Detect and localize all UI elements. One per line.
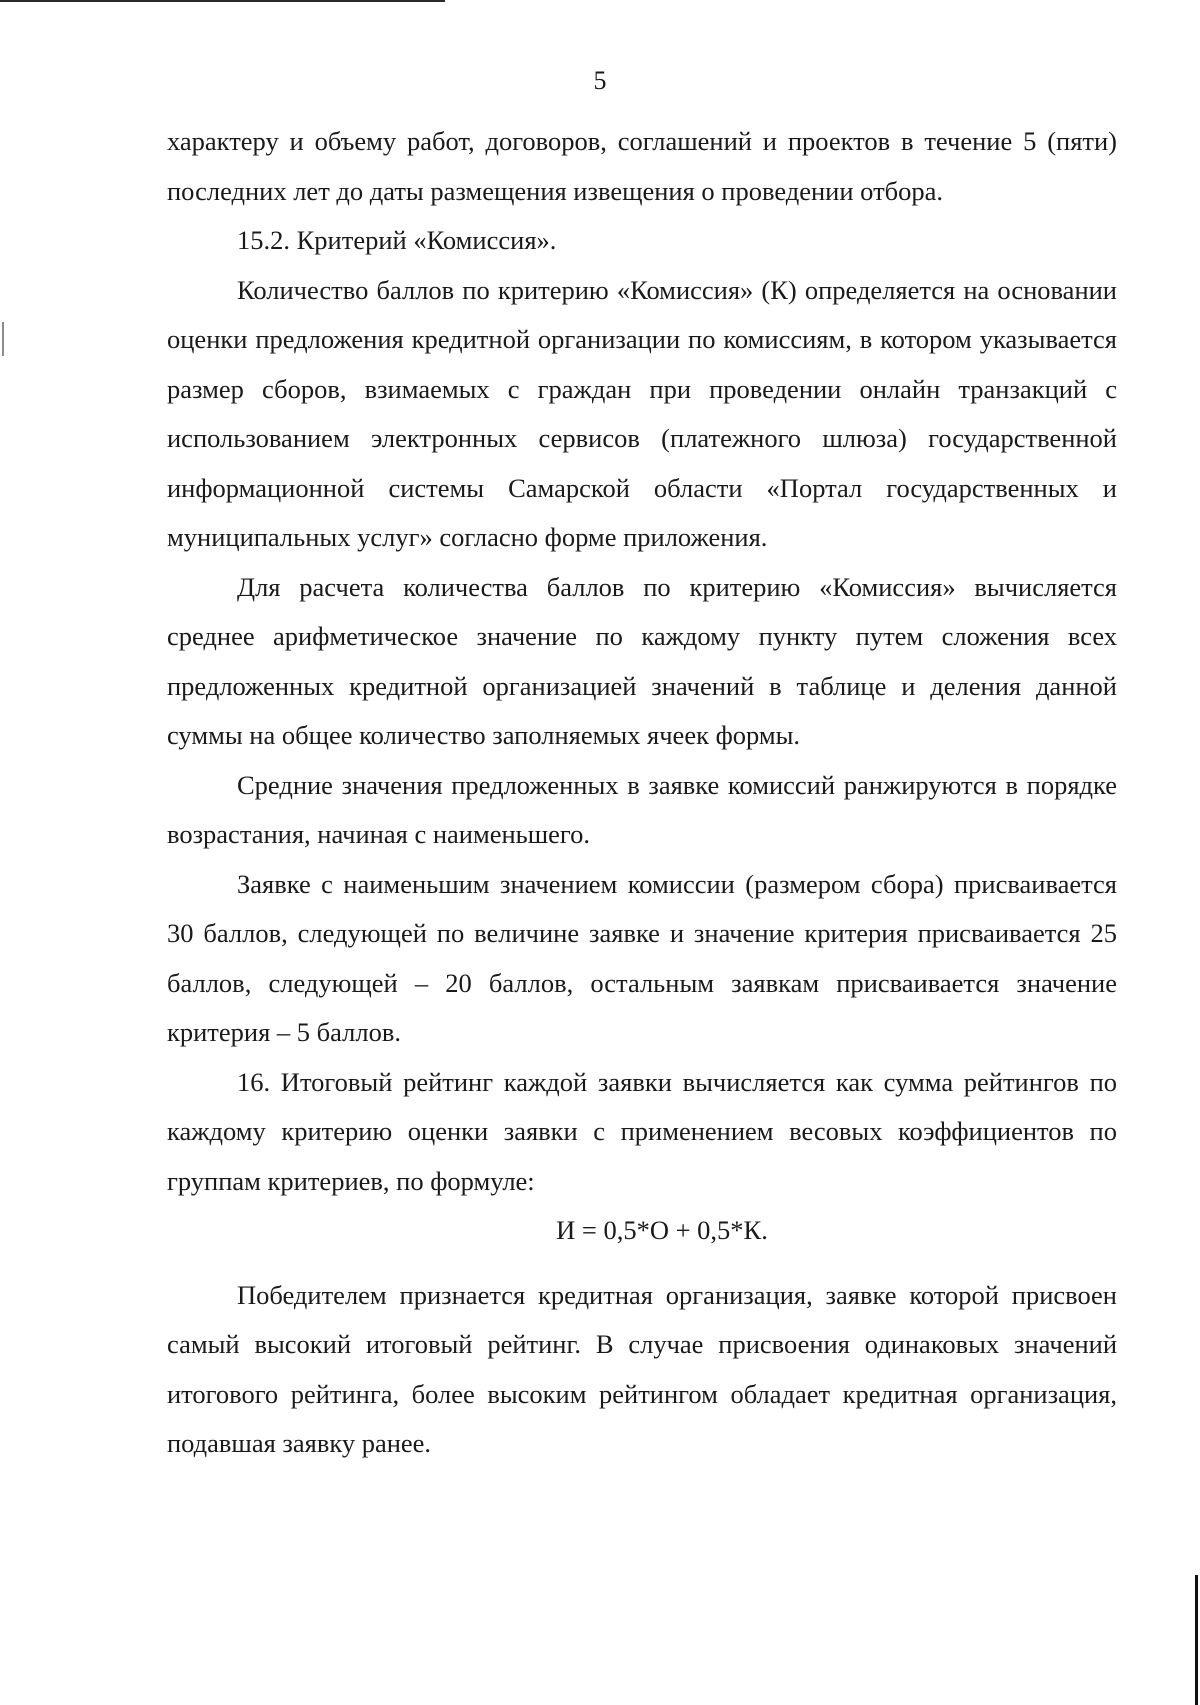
paragraph-winner: Победителем признается кредитная организация, заявке которой присвоен самый высокий итоговый рейтинг. В случае присвоения одинаковых значений итогового рейтинга, более высоким рейтингом обладает кредитная организация, подавшая заявку ранее. [167,1279,1117,1458]
page-number: 5 [593,66,607,95]
paragraph-ranking: Средние значения предложенных в заявке комиссий ранжируются в порядке возрастания, начиная с наименьшего. [167,769,1117,849]
document-body [167,117,1117,1469]
section-heading-15-2: 15.2. Критерий «Комиссия». [237,225,557,255]
scan-edge-right [1195,1575,1198,1705]
scan-edge-top [0,0,445,2]
paragraph-final-rating: 16. Итоговый рейтинг каждой заявки вычисляется как сумма рейтингов по каждому критерию оценки заявки с применением весовых коэффициентов по группам критериев, по формуле: [167,1066,1117,1196]
paragraph-continuation: характеру и объему работ, договоров, соглашений и проектов в течение 5 (пяти) последних лет до даты размещения извещения о проведении отбора. [167,126,1117,206]
scan-mark-left [2,322,4,356]
paragraph-points-assignment: Заявке с наименьшим значением комиссии (размером сбора) присваивается 30 баллов, следующей по величине заявке и значение критерия присваивается 25 баллов, следующей – 20 баллов, остальным заявкам присваивается значение критерия – 5 баллов. [167,868,1117,1047]
formula: И = 0,5*О + 0,5*К. [556,1215,768,1245]
paragraph-commission-score: Количество баллов по критерию «Комиссия» (К) определяется на основании оценки предложения кредитной организации по комиссиям, в котором указывается размер сборов, взимаемых с граждан при проведении онлайн транзакций с использованием электронных сервисов (платежного шлюза) государственной информационной системы Самарской области «Портал государственных и муниципальных услуг» согласно форме приложения. [167,274,1117,552]
paragraph-average-calculation: Для расчета количества баллов по критерию «Комиссия» вычисляется среднее арифметическое значение по каждому пункту путем сложения всех предложенных кредитной организацией значений в таблице и деления данной суммы на общее количество заполняемых ячеек формы. [167,571,1117,750]
